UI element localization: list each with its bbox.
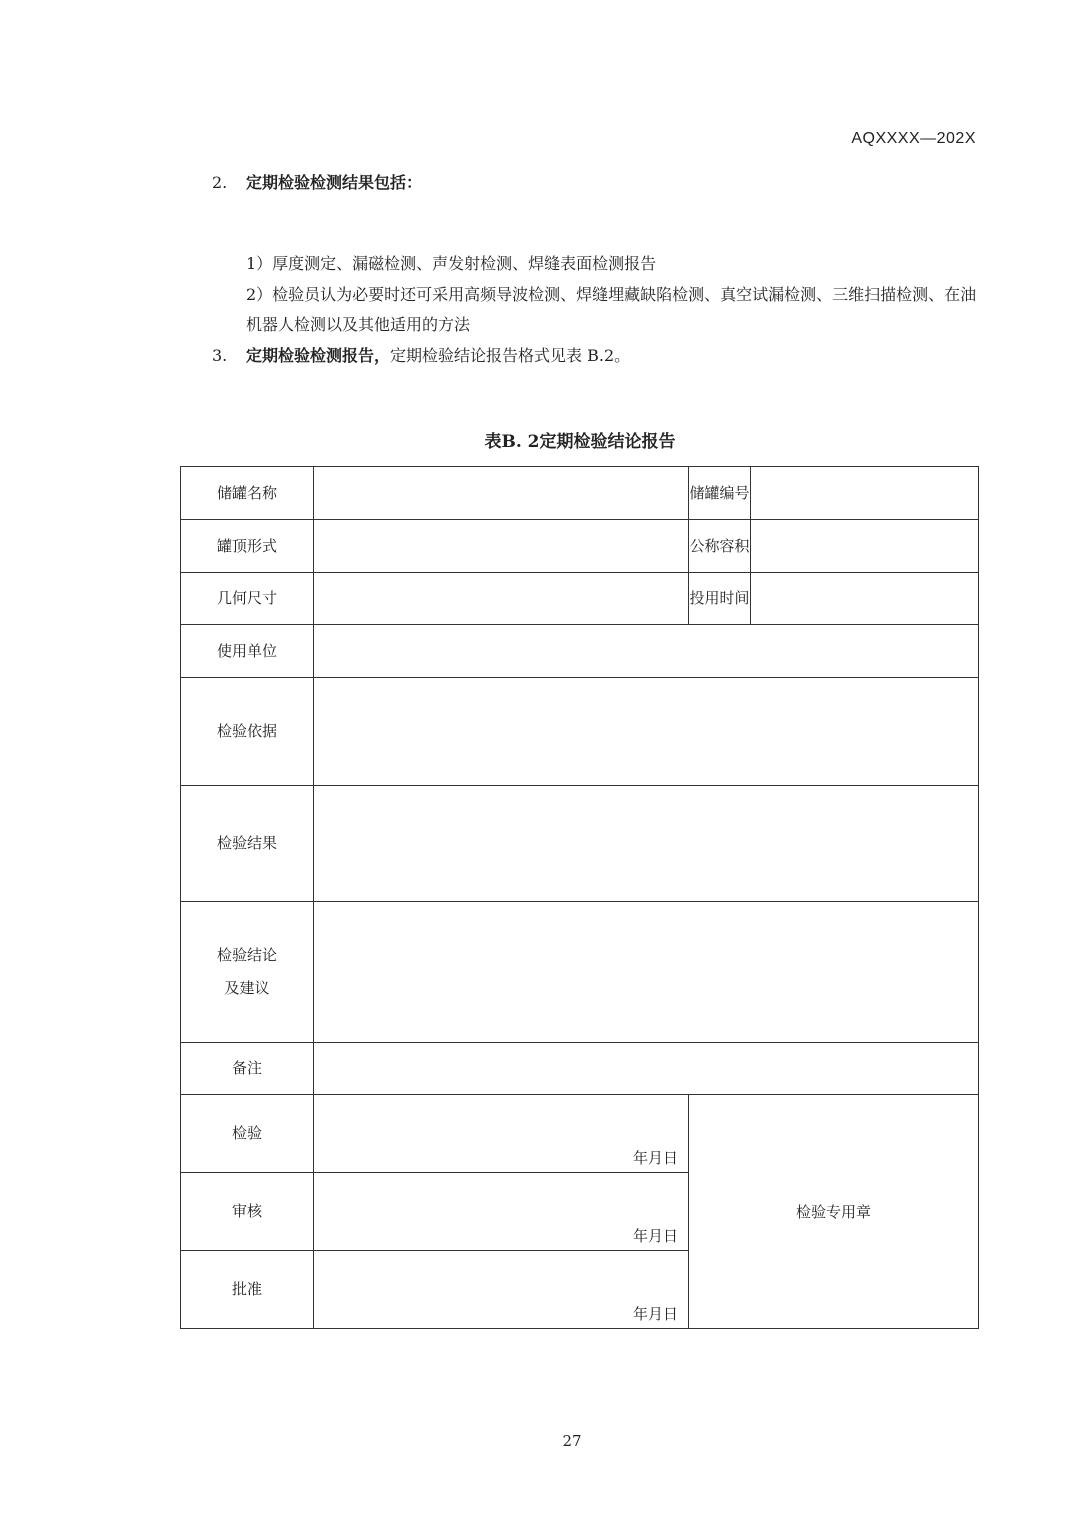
table-title: 表B. 2定期检验结论报告 xyxy=(484,432,676,452)
list-item-heading: 定期检验检测报告， xyxy=(246,346,391,365)
user-unit-label: 使用单位 xyxy=(181,625,314,678)
inspection-basis-field[interactable] xyxy=(314,678,979,786)
list-item-3 xyxy=(212,345,630,367)
tank-number-field[interactable] xyxy=(751,467,979,520)
sub-item-1: 1）厚度测定、漏磁检测、声发射检测、焊缝表面检测报告 xyxy=(246,254,657,273)
inspector-date: 年月日 xyxy=(633,1149,679,1167)
approver-date: 年月日 xyxy=(633,1305,679,1323)
inspector-label: 检验 xyxy=(181,1095,314,1173)
tank-name-label: 储罐名称 xyxy=(181,467,314,520)
page-number: 27 xyxy=(562,1432,582,1450)
user-unit-field[interactable] xyxy=(314,625,979,678)
inspection-basis-label: 检验依据 xyxy=(181,678,314,786)
reviewer-label: 审核 xyxy=(181,1173,314,1251)
inspection-result-field[interactable] xyxy=(314,786,979,902)
list-item-number: 3. xyxy=(212,346,228,365)
conclusion-label xyxy=(181,902,314,1043)
nominal-volume-field[interactable] xyxy=(751,520,979,573)
inspection-seal-area: 检验专用章 xyxy=(689,1095,979,1329)
inspection-result-label: 检验结果 xyxy=(181,786,314,902)
list-item-2 xyxy=(212,172,422,194)
list-item-heading: 定期检验检测结果包括： xyxy=(246,173,423,192)
geometry-label: 几何尺寸 xyxy=(181,573,314,625)
list-item-text: 定期检验结论报告格式见表 B.2。 xyxy=(390,346,631,365)
remarks-label: 备注 xyxy=(181,1043,314,1095)
sub-item-2: 2）检验员认为必要时还可采用高频导波检测、焊缝埋藏缺陷检测、真空试漏检测、三维扫描检测、在油机器人检测以及其他适用的方法 xyxy=(246,285,977,334)
in-service-date-label: 投用时间 xyxy=(689,573,751,625)
approver-signature-field[interactable] xyxy=(314,1251,689,1329)
document-code: AQXXXX—202X xyxy=(851,130,976,147)
tank-name-field[interactable] xyxy=(314,467,689,520)
roof-type-label: 罐顶形式 xyxy=(181,520,314,573)
remarks-field[interactable] xyxy=(314,1043,979,1095)
reviewer-date: 年月日 xyxy=(633,1227,679,1245)
conclusion-field[interactable] xyxy=(314,902,979,1043)
list-item-number: 2. xyxy=(212,173,228,192)
inspection-report-table xyxy=(180,466,979,1329)
inspector-signature-field[interactable] xyxy=(314,1095,689,1173)
conclusion-label-line2: 及建议 xyxy=(224,979,270,997)
tank-number-label: 储罐编号 xyxy=(689,467,751,520)
geometry-field[interactable] xyxy=(314,573,689,625)
approver-label: 批准 xyxy=(181,1251,314,1329)
in-service-date-field[interactable] xyxy=(751,573,979,625)
conclusion-label-line1: 检验结论 xyxy=(216,946,277,964)
reviewer-signature-field[interactable] xyxy=(314,1173,689,1251)
roof-type-field[interactable] xyxy=(314,520,689,573)
nominal-volume-label: 公称容积 xyxy=(689,520,751,573)
